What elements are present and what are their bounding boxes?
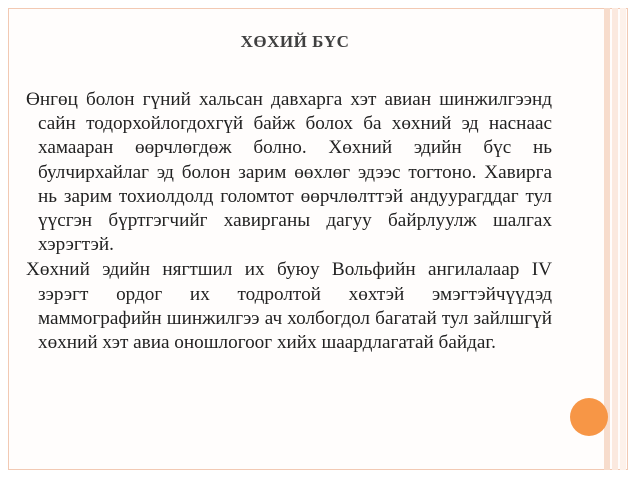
body-paragraph: Өнгөц болон гүний хальсан давхарга хэт авиан шинжилгээнд сайн тодорхойлогдохгүй байж болох ба хөхний эд наснаас хамааран өөрчлөгдөж болно. Хөхний эдийн бүс нь булчирхайлаг эд болон зарим өөхлөг эдээс тогтоно. Хавирга нь зарим тохиолдолд голомтот өөрчлөлттэй андуурагддаг тул үүсгэн бүртгэгчийг хавирганы дагуу байрлуулж шалгах хэрэгтэй. (26, 89, 552, 256)
decorative-band (612, 8, 618, 470)
orange-circle-decoration (570, 398, 608, 436)
decorative-band (620, 8, 626, 470)
decorative-band (604, 8, 610, 470)
slide-body (26, 88, 552, 355)
slide-title: ХӨХИЙ БҮС (240, 32, 350, 51)
body-paragraph: Хөхний эдийн нягтшил их буюу Вольфийн ангилалаар IV зэрэгт ордог их тодролтой хөхтэй эмэгтэйчүүдэд маммографийн шинжилгээ ач холбогдол багатай тул зайлшгүй хөхний хэт авиа оношлогоог хийх шаардлагатай байдаг. (26, 259, 552, 354)
